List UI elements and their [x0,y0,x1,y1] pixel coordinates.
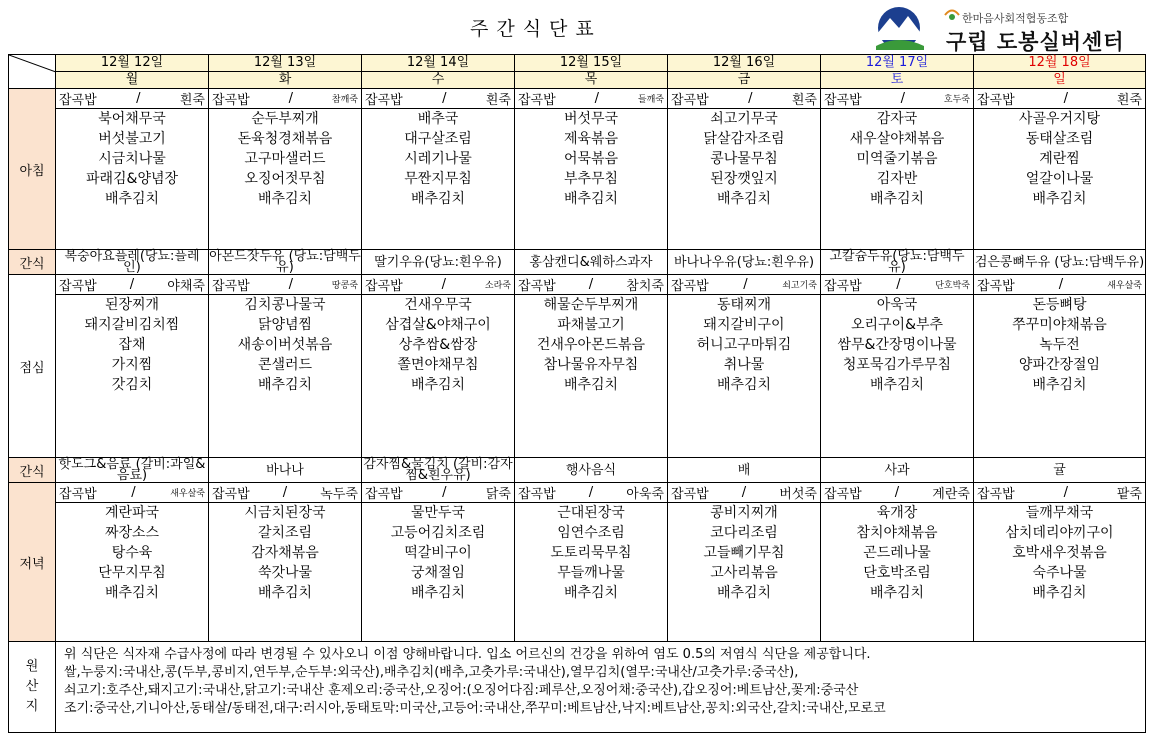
rice-label: 잡곡밥 [518,93,556,108]
center-logo [866,4,1146,52]
dish-item: 도토리묵무침 [550,545,632,561]
dish-item: 배추김치 [563,191,619,207]
rice-porridge-line [515,275,667,295]
rice-label: 잡곡밥 [212,487,250,502]
dish-item: 배추김치 [563,585,619,601]
breakfast-cell [362,89,515,250]
dish-item: 쇠고기무국 [710,111,778,127]
snack-cell: 고칼슘두유(당뇨:담백두유) [821,250,974,275]
lunch-cell [56,275,209,458]
lunch-cell [209,275,362,458]
lunch-cell [821,275,974,458]
dish-item: 떡갈비구이 [404,545,472,561]
dish-item: 잡채 [118,337,146,353]
lunch-cell [974,275,1146,458]
dish-item: 육개장 [876,505,918,521]
date-wed: 12월 14일 [362,55,515,72]
dish-item: 버섯무국 [563,111,619,127]
porridge-label: 흰죽 [1116,93,1142,108]
dish-item: 배추김치 [257,585,313,601]
note-line: 쇠고기:호주산,돼지고기:국내산,닭고기:국내산 훈제오리:중국산,오징어:(오징어다짐:페루산,오징어채:중국산),갑오징어:베트남산,꽃게:중국산 [64,683,859,698]
porridge-label: 야채죽 [167,279,205,294]
dish-item: 동태살조림 [1025,131,1094,147]
porridge-label: 새우살죽 [170,489,205,499]
dish-item: 돼지갈비김치찜 [84,317,180,333]
origin-label-1: 원 [25,659,39,674]
rice-label: 잡곡밥 [977,279,1015,294]
rice-porridge-line [668,89,820,109]
snack-cell: 아몬드잣두유 (당뇨:담백두유) [209,249,361,275]
dish-item: 무짠지무침 [404,171,472,187]
dish-item: 고사리볶음 [710,565,778,581]
dish-item: 갈치조림 [257,525,313,541]
dish-item: 배추김치 [716,377,772,393]
separator: / [900,91,905,106]
dinner-cell [56,483,209,642]
separator: / [1063,485,1068,500]
dish-item: 배추김치 [104,585,160,601]
dish-item: 된장찌개 [104,297,160,313]
snack-cell: 배 [668,458,821,483]
day-wed: 수 [362,72,515,89]
porridge-label: 참치죽 [626,279,664,294]
dish-item: 새우살야채볶음 [849,131,945,147]
rice-porridge-line [209,275,361,295]
dish-item: 북어채무국 [98,111,166,127]
porridge-label: 땅콩죽 [331,281,358,291]
snack-cell: 검은콩뼈두유 (당뇨:담백두유) [974,250,1146,275]
dish-item: 참나물유자무침 [543,357,639,373]
dish-item: 순두부찌개 [251,111,319,127]
rice-label: 잡곡밥 [212,279,250,294]
dish-item: 쑥갓나물 [257,565,313,581]
rice-porridge-line [56,275,208,295]
dinner-cell [362,483,515,642]
rice-label: 잡곡밥 [59,487,97,502]
dinner-cell [974,483,1146,642]
breakfast-cell [56,89,209,250]
rice-label: 잡곡밥 [977,93,1015,108]
separator: / [743,277,748,292]
origin-label-2: 산 [25,679,39,694]
day-mon: 월 [56,72,209,89]
porridge-label: 새우살죽 [1107,281,1142,291]
rice-label: 잡곡밥 [671,279,709,294]
rice-label: 잡곡밥 [59,93,97,108]
dish-item: 코다리조림 [710,525,778,541]
porridge-label: 들깨죽 [637,95,664,105]
dish-item: 무들깨나물 [557,565,625,581]
org-name: 한마음사회적협동조합 [962,12,1069,25]
note-line: 조기:중국산,기니아산,동태살/동태전,대구:러시아,동태토막:미국산,고등어:국내산,쭈꾸미:베트남산,낙지:베트남산,꽁치:외국산,갈치:국내산,모로코 [64,701,886,716]
separator: / [741,485,747,500]
rice-label: 잡곡밥 [977,487,1015,502]
breakfast-cell [821,89,974,250]
dish-item: 돈등뼈탕 [1032,297,1087,313]
dish-item: 배추김치 [257,191,313,207]
dinner-cell [209,483,362,642]
dish-item: 감자국 [876,111,918,127]
dish-item: 건새우무국 [404,297,472,313]
separator: / [894,485,900,500]
dish-item: 임연수조림 [557,525,625,541]
dish-item: 시금치나물 [98,151,166,167]
row-label-snack-pm: 간식 [9,458,56,483]
porridge-label: 쇠고기죽 [782,281,817,291]
dish-item: 된장깻잎지 [710,171,778,187]
dish-item: 고들빼기무침 [703,545,785,561]
rice-porridge-line [821,483,973,503]
separator: / [588,277,594,292]
dish-item: 동태찌개 [716,297,772,313]
snack-cell: 감자찜&물김치 (갈비:감자찜&흰우유) [363,457,513,483]
rice-porridge-line [821,89,973,109]
dish-item: 해물순두부찌개 [543,297,639,313]
dish-item: 짜장소스 [104,525,160,541]
rice-porridge-line [974,275,1145,295]
rice-porridge-line [362,89,514,109]
rice-porridge-line [56,483,208,503]
dish-item: 부추무침 [563,171,619,187]
dinner-cell [515,483,668,642]
snack-cell: 딸기우유(당뇨:흰우유) [362,250,515,275]
dish-item: 김치콩나물국 [244,297,326,313]
porridge-label: 흰죽 [791,93,817,108]
rice-porridge-line [209,483,361,503]
dish-item: 단호박조림 [863,565,931,581]
dish-item: 배추김치 [410,585,466,601]
separator: / [1063,91,1068,106]
separator: / [1058,277,1064,292]
rice-porridge-line [56,89,208,109]
dish-item: 건새우아몬드볶음 [536,337,646,353]
porridge-label: 팥죽 [1116,487,1142,502]
dish-item: 곤드레나물 [863,545,931,561]
dish-item: 참치야채볶음 [856,525,938,541]
snack-cell: 핫도그&음료 (갈비:과일&음료) [56,458,209,483]
snack-cell: 귤 [974,458,1146,483]
dinner-cell [668,483,821,642]
dish-item: 가지찜 [111,357,153,373]
dish-item: 배추김치 [716,585,772,601]
date-fri: 12월 16일 [668,55,821,72]
dish-item: 새송이버섯볶음 [237,337,333,353]
dish-item: 배추김치 [1032,585,1087,601]
separator: / [288,277,293,292]
dish-item: 감자채볶음 [251,545,319,561]
dish-item: 근대된장국 [557,505,625,521]
dish-item: 상추쌈&쌈장 [398,337,478,353]
dish-item: 돼지갈비구이 [703,317,785,333]
rice-porridge-line [668,275,820,295]
separator: / [896,277,901,292]
dish-item: 양파간장절임 [1018,357,1101,373]
rice-label: 잡곡밥 [518,487,556,502]
separator: / [442,485,447,500]
dish-item: 닭살감자조림 [703,131,785,147]
rice-label: 잡곡밥 [671,93,709,108]
separator: / [129,277,135,292]
separator: / [288,91,293,106]
dish-item: 얼갈이나물 [1025,171,1094,187]
rice-label: 잡곡밥 [671,487,709,502]
snack-cell: 행사음식 [515,458,668,483]
dish-item: 배추김치 [1032,377,1087,393]
dish-item: 배추김치 [869,585,925,601]
rice-label: 잡곡밥 [59,279,97,294]
dish-item: 삼겹살&야채구이 [385,317,491,333]
weekly-menu-table [8,54,1146,733]
dish-item: 배추김치 [1032,191,1087,207]
date-thu: 12월 15일 [515,55,668,72]
dish-item: 배추김치 [869,377,925,393]
rice-porridge-line [515,483,667,503]
day-fri: 금 [668,72,821,89]
lunch-cell [515,275,668,458]
rice-porridge-line [974,89,1145,109]
breakfast-cell [209,89,362,250]
snack-cell: 사과 [821,458,974,483]
breakfast-cell [974,89,1146,250]
breakfast-cell [515,89,668,250]
porridge-label: 아욱죽 [626,487,664,502]
dish-item: 콩나물무침 [710,151,778,167]
dish-item: 청포묵김가루무침 [842,357,952,373]
dish-item: 배추김치 [410,191,466,207]
day-thu: 목 [515,72,668,89]
dish-item: 쭈꾸미야채볶음 [1012,317,1107,333]
dish-item: 제육볶음 [563,131,619,147]
dinner-cell [821,483,974,642]
center-name: 구립 도봉실버센터 [946,30,1125,54]
rice-label: 잡곡밥 [365,279,403,294]
row-label-snack-am: 간식 [9,250,56,275]
separator: / [441,277,446,292]
rice-label: 잡곡밥 [824,93,862,108]
dish-item: 파래김&양념장 [85,171,179,187]
dish-item: 버섯불고기 [98,131,166,147]
row-label-breakfast: 아침 [9,89,56,250]
dish-item: 갓김치 [111,377,153,393]
rice-porridge-line [515,89,667,109]
date-sat: 12월 17일 [821,55,974,72]
date-tue: 12월 13일 [209,55,362,72]
separator: / [131,485,136,500]
day-sun: 일 [974,72,1146,89]
dish-item: 삼치데리야끼구이 [1005,525,1114,541]
rice-label: 잡곡밥 [824,279,862,294]
dish-item: 돈육청경채볶음 [237,131,333,147]
dish-item: 배추김치 [410,377,466,393]
rice-porridge-line [668,483,820,503]
rice-label: 잡곡밥 [212,93,250,108]
dish-item: 오리구이&부추 [850,317,944,333]
dish-item: 사골우거지탕 [1018,111,1101,127]
separator: / [588,485,594,500]
dish-item: 탕수육 [111,545,153,561]
dish-item: 콘샐러드 [257,357,313,373]
porridge-label: 흰죽 [179,93,205,108]
diagonal-line [9,55,56,89]
dish-item: 물만두국 [410,505,466,521]
dish-item: 계란찜 [1039,151,1080,167]
porridge-label: 참깨죽 [331,95,358,105]
rice-porridge-line [821,275,973,295]
dish-item: 배추국 [417,111,459,127]
dish-item: 단무지무침 [98,565,166,581]
dish-item: 닭양념찜 [257,317,313,333]
dish-item: 김자반 [876,171,918,187]
mountain-logo-icon [866,6,932,50]
lunch-cell [668,275,821,458]
row-label-origin [9,642,56,733]
rice-porridge-line [362,275,514,295]
porridge-label: 녹두죽 [320,487,358,502]
row-label-lunch: 점심 [9,275,56,458]
dish-item: 허니고구마튀김 [696,337,792,353]
dish-item: 취나물 [723,357,765,373]
snack-cell: 바나나우유(당뇨:흰우유) [668,250,821,275]
date-sun: 12월 18일 [974,55,1146,72]
rice-label: 잡곡밥 [365,93,403,108]
separator: / [594,91,599,106]
breakfast-cell [668,89,821,250]
day-sat: 토 [821,72,974,89]
dish-item: 녹두전 [1039,337,1080,353]
rice-porridge-line [209,89,361,109]
origin-label-3: 지 [25,699,39,714]
rice-label: 잡곡밥 [365,487,403,502]
dish-item: 들깨무채국 [1025,505,1094,521]
separator: / [748,91,753,106]
porridge-label: 버섯죽 [779,487,817,502]
dish-item: 고구마샐러드 [244,151,326,167]
porridge-label: 호두죽 [943,95,970,105]
porridge-label: 단호박죽 [935,281,970,291]
dish-item: 미역줄기볶음 [856,151,938,167]
dish-item: 배추김치 [716,191,772,207]
dish-item: 배추김치 [869,191,925,207]
note-line: 위 식단은 식자재 수급사정에 따라 변경될 수 있사오니 이점 양해바랍니다. 입소 어르신의 건강을 위하여 염도 0.5의 저염식 식단을 제공합니다. [64,647,871,662]
snack-cell: 바나나 [209,458,362,483]
dish-item: 숙주나물 [1032,565,1087,581]
dish-item: 호박새우젓볶음 [1012,545,1107,561]
dish-item: 배추김치 [104,191,160,207]
row-label-dinner: 저녁 [9,483,56,642]
coop-icon [944,8,960,22]
page-title: 주간식단표 [470,18,602,40]
day-tue: 화 [209,72,362,89]
dish-item: 오징어젓무침 [244,171,326,187]
corner-cell [9,55,56,89]
dish-item: 대구살조림 [404,131,472,147]
rice-porridge-line [362,483,514,503]
snack-cell: 복숭아요플레(당뇨:플레인) [56,250,209,275]
dish-item: 궁채절임 [410,565,466,581]
note-line: 쌀,누룽지:국내산,콩(두부,콩비지,연두부,순두부:외국산),배추김치(배추,고춧가루:국내산),열무김치(열무:국내산/고춧가루:중국산), [64,665,799,680]
porridge-label: 닭죽 [485,487,511,502]
rice-label: 잡곡밥 [824,487,862,502]
dish-item: 콩비지찌개 [710,505,778,521]
snack-cell: 홍삼캔디&웨하스과자 [515,250,668,275]
dish-item: 배추김치 [563,377,619,393]
dish-item: 계란파국 [104,505,160,521]
porridge-label: 계란죽 [932,487,970,502]
rice-porridge-line [974,483,1145,503]
dish-item: 어묵볶음 [563,151,619,167]
dish-item: 시레기나물 [404,151,472,167]
separator: / [442,91,447,106]
separator: / [136,91,141,106]
origin-notes [56,642,1146,733]
dish-item: 쌈무&간장명이나물 [837,337,957,353]
dish-item: 고등어김치조림 [390,525,486,541]
rice-label: 잡곡밥 [518,279,556,294]
porridge-label: 소라죽 [484,281,511,291]
dish-item: 시금치된장국 [244,505,326,521]
separator: / [282,485,288,500]
date-mon: 12월 12일 [56,55,209,72]
dish-item: 쫄면야채무침 [397,357,479,373]
dish-item: 아욱국 [876,297,918,313]
dish-item: 파채불고기 [557,317,625,333]
dish-item: 배추김치 [257,377,313,393]
porridge-label: 흰죽 [485,93,511,108]
lunch-cell [362,275,515,458]
